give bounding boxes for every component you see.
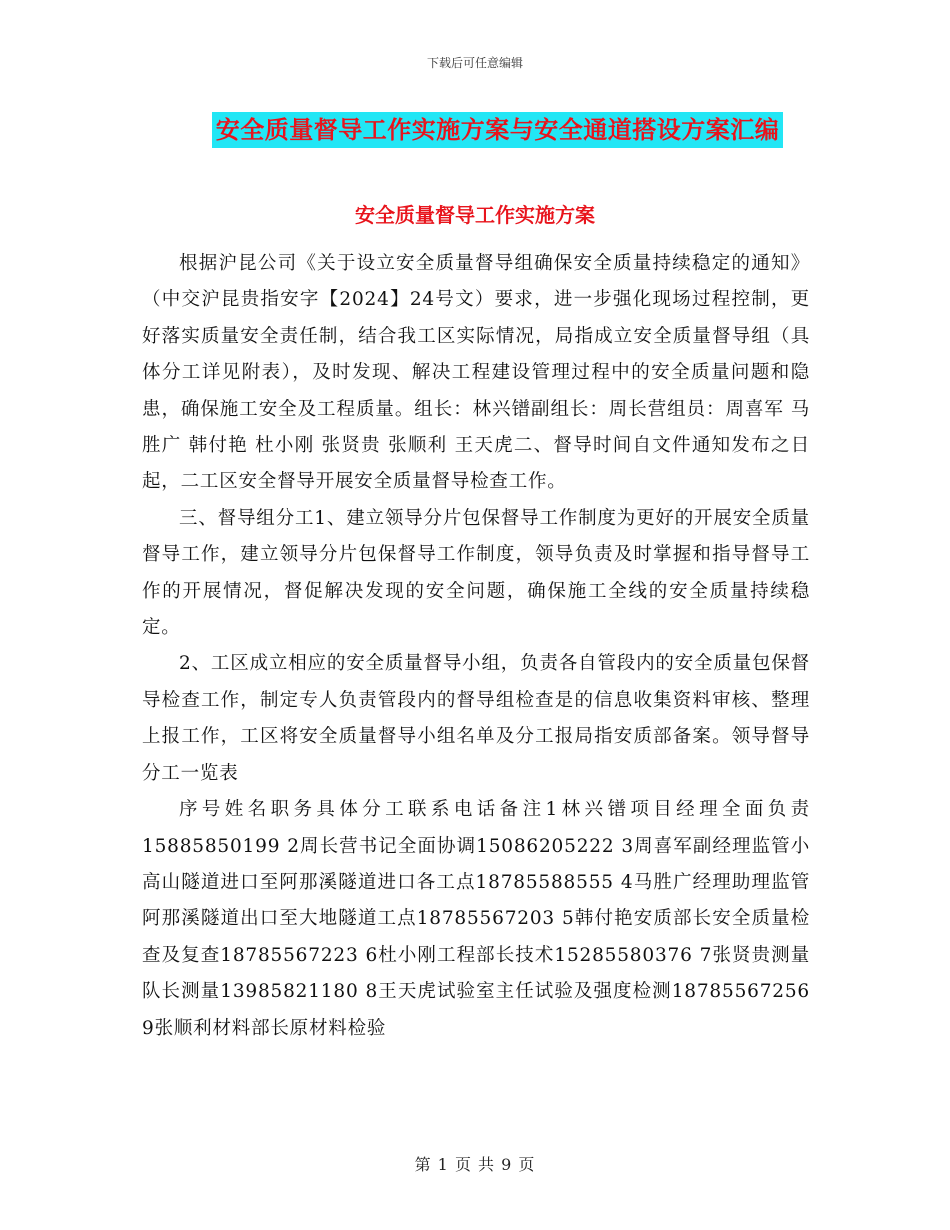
section-title: 安全质量督导工作实施方案 [355,203,595,227]
page-footer: 第 1 页 共 9 页 [414,1155,536,1174]
paragraph: 序号姓名职务具体分工联系电话备注1林兴镨项目经理全面负责15885850199 2周长营书记全面协调15086205222 3周喜军副经理监管小高山隧道进口至阿那溪隧道进口各工点18785588555 4马胜广经理助理监管阿那溪隧道出口至大地隧道工点18785567203 5韩付艳安质部长安全质量检查及复查18785567223 6杜小刚工程部长技术15285580376 7张贤贵测量队长测量13985821180 8王天虎试验室主任试验及强度检测18785567256 9张顺利材料部长原材料检验 [142,799,810,1039]
page-header-note: 下载后可任意编辑 [426,56,523,70]
document-body [142,246,810,1047]
document-title-container [0,112,950,148]
document-title: 安全质量督导工作实施方案与安全通道搭设方案汇编 [212,112,784,148]
paragraph: 2、工区成立相应的安全质量督导小组，负责各自管段内的安全质量包保督导检查工作，制定专人负责管段内的督导组检查是的信息收集资料审核、整理上报工作，工区将安全质量督导小组名单及分工报局指安质部备案。领导督导分工一览表 [142,653,810,784]
paragraph: 三、督导组分工1、建立领导分片包保督导工作制度为更好的开展安全质量督导工作，建立领导分片包保督导工作制度，领导负责及时掌握和指导督导工作的开展情况，督促解决发现的安全问题，确保施工全线的安全质量持续稳定。 [142,507,810,639]
paragraph: 根据沪昆公司《关于设立安全质量督导组确保安全质量持续稳定的通知》（中交沪昆贵指安字【2024】24号文）要求，进一步强化现场过程控制，更好落实质量安全责任制，结合我工区实际情况，局指成立安全质量督导组（具体分工详见附表），及时发现、解决工程建设管理过程中的安全质量问题和隐患，确保施工安全及工程质量。组长：林兴镨副组长：周长营组员：周喜军 马胜广 韩付艳 杜小刚 张贤贵 张顺利 王天虎二、督导时间自文件通知发布之日起，二工区安全督导开展安全质量督导检查工作。 [142,253,810,493]
